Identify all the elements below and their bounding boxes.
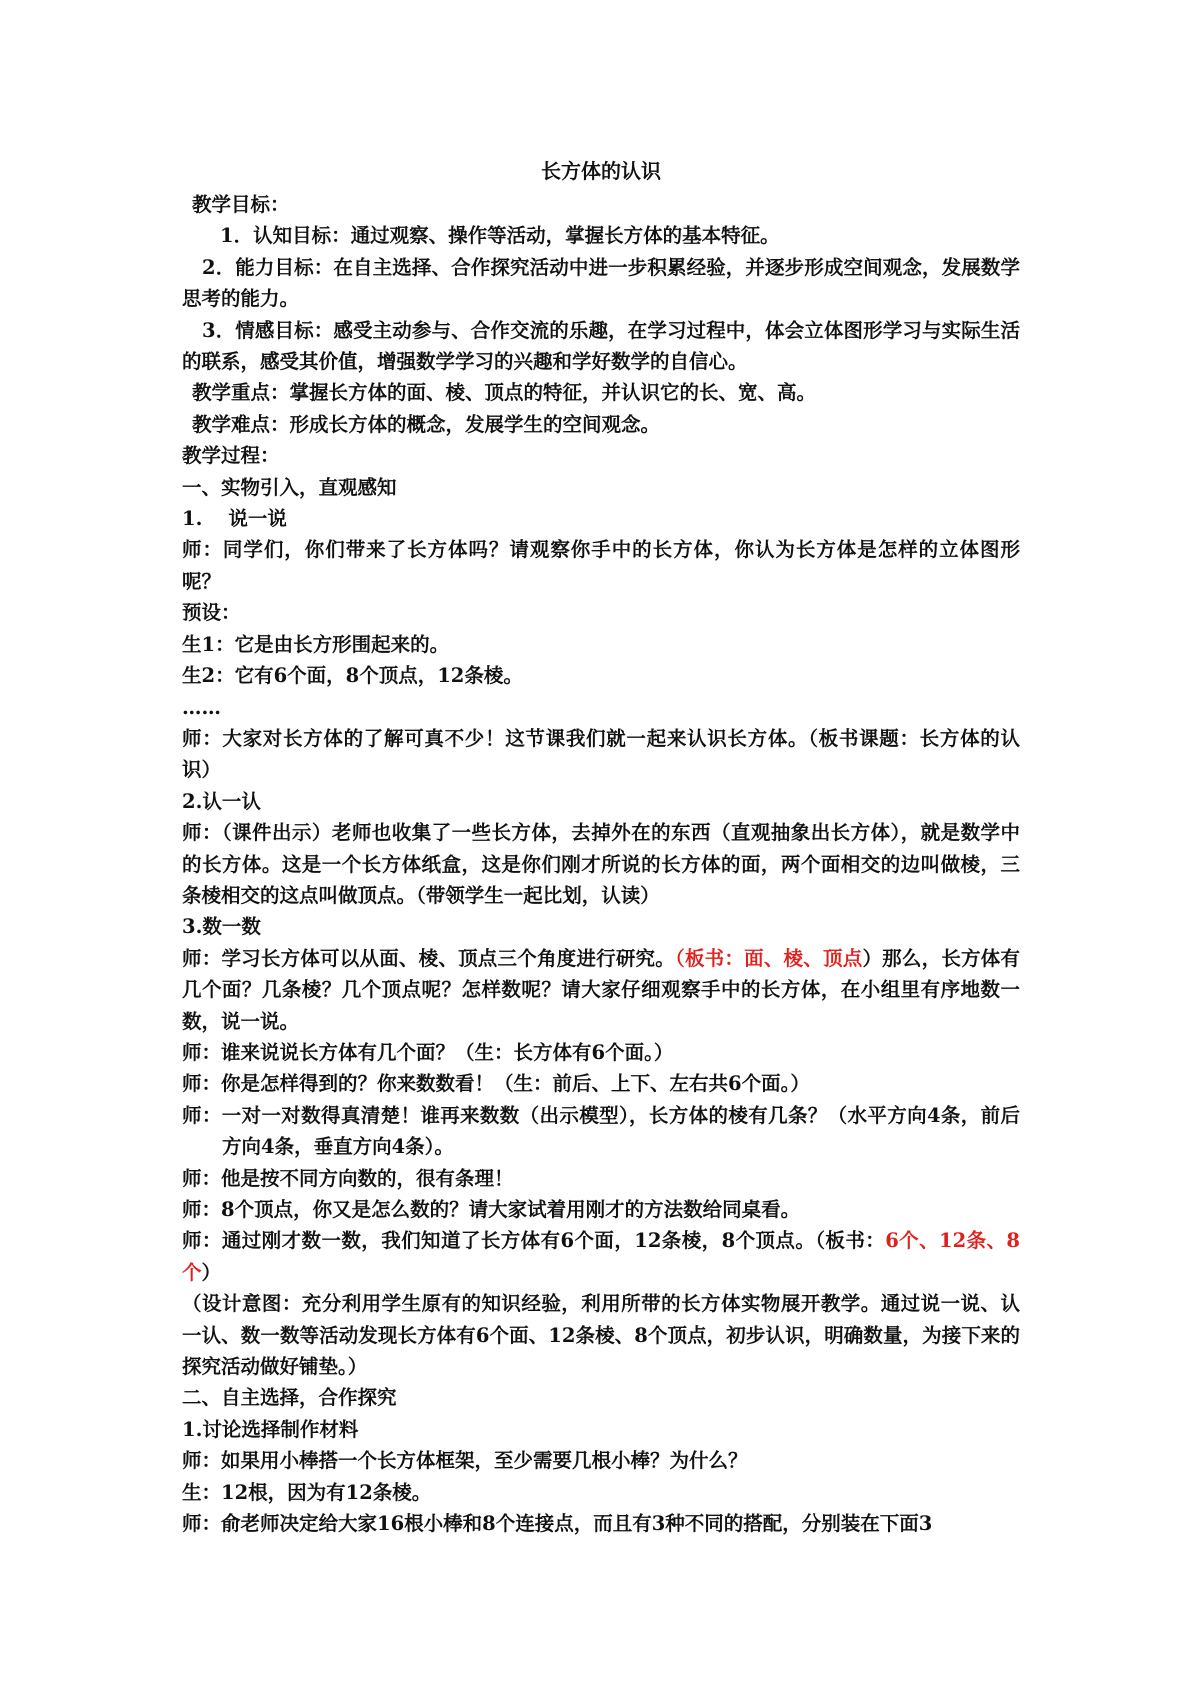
step-count-heading: 3.数一数 (182, 915, 261, 939)
step-label: 说一说 (228, 507, 287, 531)
design-intent-note: （设计意图：充分利用学生原有的知识经验，利用所带的长方体实物展开教学。通过说一说、认一认、数一数等活动发现长方体有6个面、12条棱、8个顶点，初步认识，明确数量，为接下来的探究活动做好铺垫。） (182, 1292, 1020, 1379)
section-heading-process: 教学过程： (182, 444, 280, 468)
step-say-heading (182, 503, 1020, 534)
board-note-highlight: 6个、12条、8个 (182, 1229, 1020, 1284)
student-line: 生2：它有6个面，8个顶点，12条棱。 (182, 664, 523, 688)
text-span: 师：学习长方体可以从面、棱、顶点三个角度进行研究。 (182, 946, 675, 970)
teacher-line: 师：（课件出示）老师也收集了一些长方体，去掉外在的东西（直观抽象出长方体），就是数学中的长方体。这是一个长方体纸盒，这是你们刚才所说的长方体的面，两个面相交的边叫做棱，三条棱相交的这点叫做顶点。（带领学生一起比划，认读） (182, 821, 1020, 907)
document-title: 长方体的认识 (541, 159, 661, 183)
preset-label: 预设： (182, 601, 241, 625)
student-line: 生：12根，因为有12条棱。 (182, 1480, 432, 1504)
document-body (182, 156, 1020, 1539)
teacher-line: 师：谁来说说长方体有几个面？（生：长方体有6个面。） (182, 1040, 674, 1064)
teacher-line: 师：8个顶点，你又是怎么数的？请大家试着用刚才的方法数给同桌看。 (182, 1198, 801, 1221)
goal-cognitive: 1．认知目标：通过观察、操作等活动，掌握长方体的基本特征。 (220, 224, 780, 248)
section-heading-goals: 教学目标： (192, 193, 290, 216)
step-number: 1. (182, 507, 203, 531)
text-span: ） (201, 1260, 222, 1284)
teacher-line: 师：你是怎样得到的？你来数数看！（生：前后、上下、左右共6个面。） (182, 1072, 810, 1096)
teacher-line (182, 943, 1020, 1037)
text-span: ）那么，长方体有几个面？几条棱？几个顶点呢？怎样数呢？请大家仔细观察手中的长方体，在小组里有序地数一数，说一说。 (182, 946, 1020, 1033)
part-one-heading: 一、实物引入，直观感知 (182, 475, 397, 499)
teacher-line: 师：他是按不同方向数的，很有条理！ (182, 1166, 514, 1190)
teacher-line: 师：如果用小棒搭一个长方体框架，至少需要几根小棒？为什么？ (182, 1449, 748, 1473)
step-material-heading: 1.讨论选择制作材料 (182, 1417, 359, 1441)
teacher-line: 师：一对一对数得真清楚！谁再来数数（出示模型），长方体的棱有几条？（水平方向4条，前后方向4条，垂直方向4条）。 (182, 1103, 1020, 1159)
board-note-highlight: （板书：面、棱、顶点 (674, 946, 863, 970)
difficult-points: 教学难点：形成长方体的概念，发展学生的空间观念。 (192, 412, 661, 436)
teacher-line (182, 1225, 1020, 1288)
teacher-line: 师：大家对长方体的了解可真不少！这节课我们就一起来认识长方体。（板书课题：长方体的认识） (182, 726, 1020, 782)
part-two-heading: 二、自主选择，合作探究 (182, 1386, 397, 1410)
step-recognize-heading: 2.认一认 (182, 789, 261, 813)
key-points: 教学重点：掌握长方体的面、棱、顶点的特征，并认识它的长、宽、高。 (192, 381, 817, 405)
goal-ability: 2．能力目标：在自主选择、合作探究活动中进一步积累经验，并逐步形成空间观念，发展数学思考的能力。 (182, 255, 1020, 311)
text-span: 师：通过刚才数一数，我们知道了长方体有6个面，12条棱，8个顶点。（板书： (182, 1229, 886, 1253)
teacher-line: 师：同学们，你们带来了长方体吗？请观察你手中的长方体，你认为长方体是怎样的立体图形呢？ (182, 538, 1020, 593)
goal-emotion: 3．情感目标：感受主动参与、合作交流的乐趣，在学习过程中，体会立体图形学习与实际生活的联系，感受其价值，增强数学学习的兴趣和学好数学的自信心。 (182, 318, 1020, 374)
ellipsis: …… (182, 695, 221, 719)
teacher-line: 师：俞老师决定给大家16根小棒和8个连接点，而且有3种不同的搭配，分别装在下面3 (182, 1512, 933, 1536)
student-line: 生1：它是由长方形围起来的。 (182, 632, 450, 656)
